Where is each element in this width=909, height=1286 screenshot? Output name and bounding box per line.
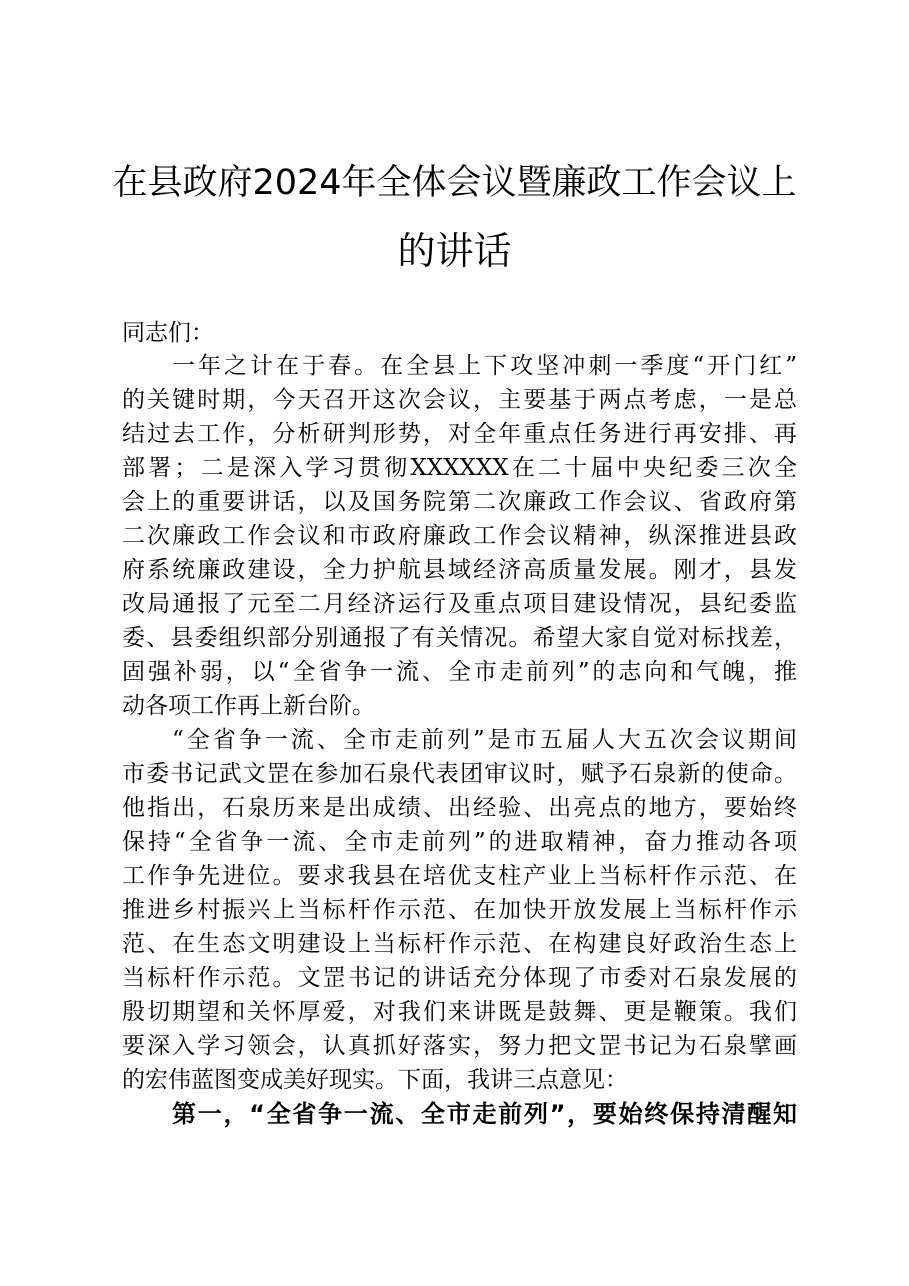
paragraph-2-line: 推进乡村振兴上当标杆作示范、在加快开放发展上当标杆作示 [122, 897, 797, 923]
paragraph-2-line: 范、在生态文明建设上当标杆作示范、在构建良好政治生态上 [122, 931, 797, 957]
document-title-line-2: 的讲话 [397, 229, 512, 273]
paragraph-1-line: 结过去工作，分析研判形势，对全年重点任务进行再安排、再 [122, 421, 797, 447]
paragraph-1-line: 府系统廉政建设，全力护航县域经济高质量发展。刚才，县发 [122, 557, 797, 583]
salutation: 同志们： [122, 320, 214, 346]
paragraph-2-line: 的宏伟蓝图变成美好现实。下面，我讲三点意见： [122, 1067, 628, 1093]
paragraph-1-line: 改局通报了元至二月经济运行及重点项目建设情况，县纪委监 [122, 591, 797, 617]
paragraph-1-line: 二次廉政工作会议和市政府廉政工作会议精神，纵深推进县政 [122, 523, 797, 549]
paragraph-2-line: 殷切期望和关怀厚爱，对我们来讲既是鼓舞、更是鞭策。我们 [122, 999, 797, 1025]
paragraph-1-line: 动各项工作再上新台阶。 [122, 693, 375, 719]
paragraph-2-line: 市委书记武文罡在参加石泉代表团审议时，赋予石泉新的使命。 [122, 761, 797, 787]
paragraph-2-line: “全省争一流、全市走前列”是市五届人大五次会议期间 [172, 727, 797, 753]
section-heading-1: 第一，“全省争一流、全市走前列”，要始终保持清醒知 [172, 1100, 797, 1128]
paragraph-1-line: 的关键时期，今天召开这次会议，主要基于两点考虑，一是总 [122, 387, 797, 413]
paragraph-1-line: 委、县委组织部分别通报了有关情况。希望大家自觉对标找差， [122, 625, 797, 651]
paragraph-2-line: 工作争先进位。要求我县在培优支柱产业上当标杆作示范、在 [122, 863, 797, 889]
paragraph-1-line: 固强补弱，以“全省争一流、全市走前列”的志向和气魄，推 [122, 659, 797, 685]
paragraph-2-line: 当标杆作示范。文罡书记的讲话充分体现了市委对石泉发展的 [122, 965, 797, 991]
paragraph-1-line: 部署；二是深入学习贯彻XXXXXX在二十届中央纪委三次全 [122, 455, 797, 481]
paragraph-1-line: 一年之计在于春。在全县上下攻坚冲刺一季度“开门红” [172, 353, 797, 379]
paragraph-1-line: 会上的重要讲话，以及国务院第二次廉政工作会议、省政府第 [122, 489, 797, 515]
paragraph-2-line: 保持“全省争一流、全市走前列”的进取精神，奋力推动各项 [122, 829, 797, 855]
paragraph-2-line: 他指出，石泉历来是出成绩、出经验、出亮点的地方，要始终 [122, 795, 797, 821]
document-title-line-1: 在县政府2024年全体会议暨廉政工作会议上 [112, 163, 797, 203]
paragraph-2-line: 要深入学习领会，认真抓好落实，努力把文罡书记为石泉擘画 [122, 1033, 797, 1059]
